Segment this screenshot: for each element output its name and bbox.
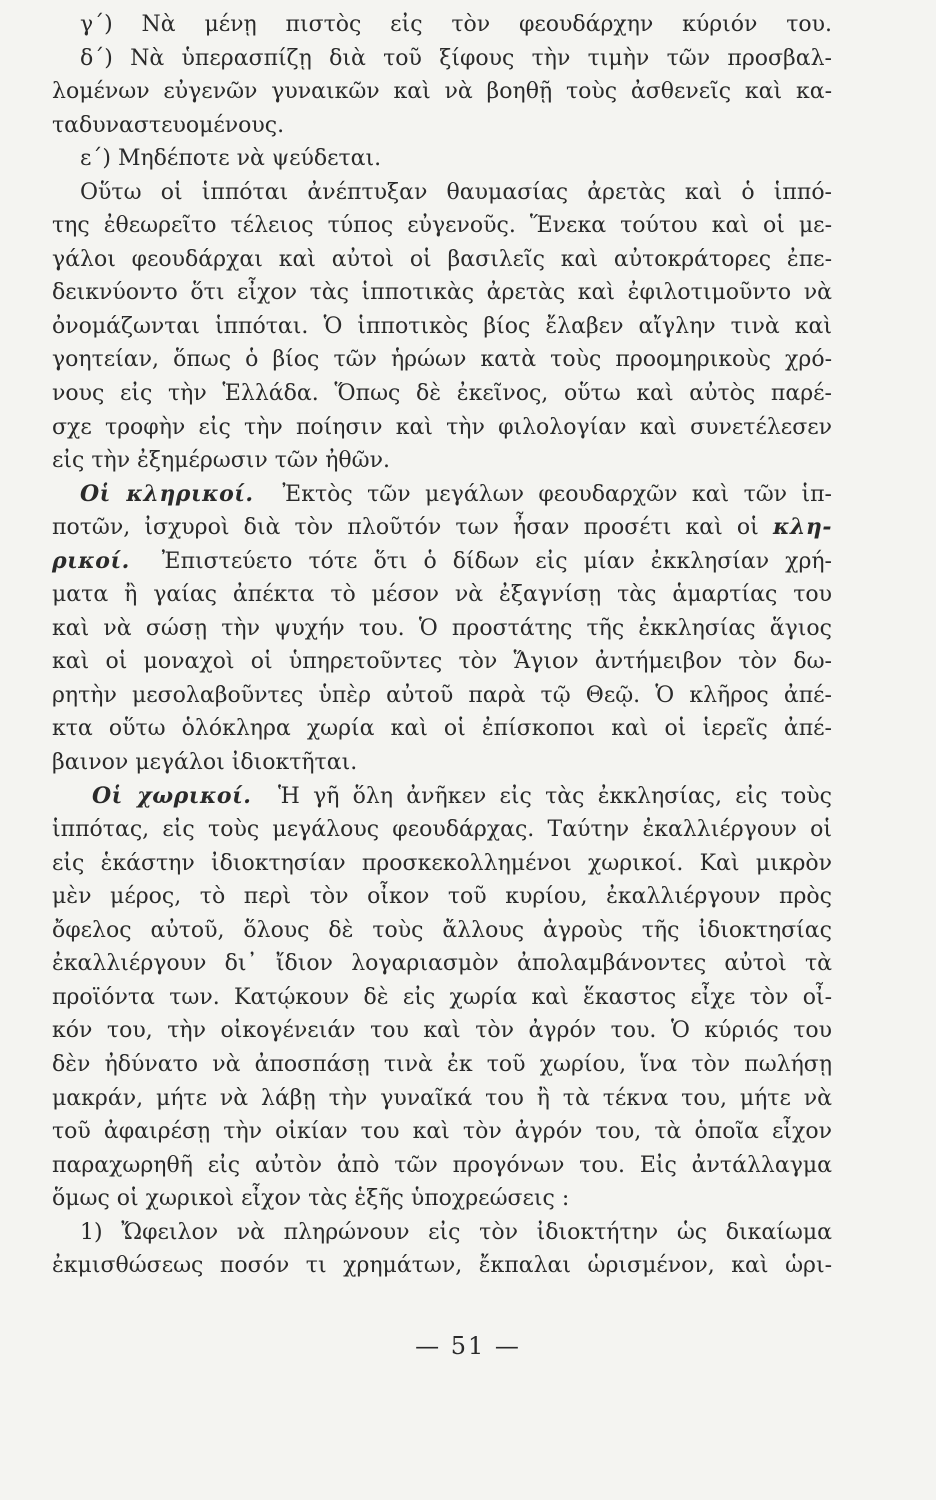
text-line: καὶ οἱ μοναχοὶ οἱ ὑπηρετοῦντες τὸν Ἅγιον ἀντήμειβον τὸν δω- [52, 649, 832, 675]
text-line: γ΄) Νὰ μένῃ πιστὸς εἰς τὸν φεουδάρχην κύριόν του. [80, 12, 832, 37]
inline-heading-clergy: ρικοί. [52, 547, 130, 574]
section-heading-clergy: Οἱ κληρικοί. [80, 480, 254, 507]
text-line: ε΄) Μηδέποτε νὰ ψεύδεται. [80, 146, 382, 172]
text-line: σχε τροφὴν εἰς τὴν ποίησιν καὶ τὴν φιλολογίαν καὶ συνετέλεσεν [52, 414, 832, 440]
text-line: δεικνύοντο ὅτι εἶχον τὰς ἱπποτικὰς ἀρετὰς καὶ ἐφιλοτιμοῦντο νὰ [52, 280, 832, 306]
text-line: καὶ νὰ σώσῃ τὴν ψυχήν του. Ὁ προστάτης τῆς ἐκκλησίας ἅγιος [52, 615, 832, 641]
text-line: ὅμως οἱ χωρικοὶ εἶχον τὰς ἑξῆς ὑποχρεώσεις : [52, 1186, 570, 1212]
text-line: δ΄) Νὰ ὑπερασπίζῃ διὰ τοῦ ξίφους τὴν τιμὴν τῶν προσβαλ- [80, 45, 832, 71]
text-line: εἰς τὴν ἐξημέρωσιν τῶν ἠθῶν. [52, 448, 390, 474]
text-line: ἐκμισθώσεως ποσόν τι χρημάτων, ἔκπαλαι ὡρισμένον, καὶ ὡρι- [52, 1253, 832, 1279]
text-line: ἐκαλλιέργουν δι᾿ ἴδιον λογαριασμὸν ἀπολαμβάνοντες αὐτοὶ τὰ [52, 951, 832, 977]
section-heading-peasants: Οἱ χωρικοί. [92, 782, 252, 809]
text-fragment: Ἡ γῆ ὅλη ἀνῆκεν εἰς τὰς ἐκκλησίας, εἰς τοὺς [277, 783, 832, 809]
text-line: μακράν, μήτε νὰ λάβῃ τὴν γυναῖκά του ἢ τὰ τέκνα του, μήτε νὰ [52, 1085, 832, 1111]
inline-heading-clergy: κλη- [772, 514, 833, 541]
text-line: νους εἰς τὴν Ἑλλάδα. Ὅπως δὲ ἐκεῖνος, οὕτω καὶ αὐτὸς παρέ- [52, 381, 832, 407]
text-line [52, 545, 832, 579]
text-fragment: Ἐπιστεύετο τότε ὅτι ὁ δίδων εἰς μίαν ἐκκλησίαν χρή- [161, 548, 832, 574]
text-fragment: Ἐκτὸς τῶν μεγάλων φεουδαρχῶν καὶ τῶν ἱπ- [282, 481, 832, 507]
text-line: εἰς ἑκάστην ἰδιοκτησίαν προσκεκολλημένοι χωρικοί. Καὶ μικρὸν [52, 850, 832, 876]
page-number: — 51 — [415, 1332, 521, 1360]
text-line: ἱππότας, εἰς τοὺς μεγάλους φεουδάρχας. Ταύτην ἐκαλλιέργουν οἱ [52, 817, 832, 843]
text-line: μὲν μέρος, τὸ περὶ τὸν οἶκον τοῦ κυρίου, ἐκαλλιέργουν πρὸς [52, 884, 832, 910]
text-line: δὲν ἠδύνατο νὰ ἀποσπάσῃ τινὰ ἐκ τοῦ χωρίου, ἵνα τὸν πωλήσῃ [52, 1051, 832, 1077]
text-line: κόν του, τὴν οἰκογένειάν του καὶ τὸν ἀγρόν του. Ὁ κύριός του [52, 1018, 832, 1044]
text-line: κτα οὕτω ὁλόκληρα χωρία καὶ οἱ ἐπίσκοποι καὶ οἱ ἱερεῖς ἀπέ- [52, 716, 832, 742]
text-line: λομένων εὐγενῶν γυναικῶν καὶ νὰ βοηθῇ τοὺς ἀσθενεῖς καὶ κα- [52, 79, 832, 105]
text-line: ὀνομάζωνται ἱππόται. Ὁ ἱπποτικὸς βίος ἔλαβεν αἴγλην τινὰ καὶ [52, 313, 832, 339]
text-line: βαινον μεγάλοι ἰδιοκτῆται. [52, 750, 358, 776]
text-line [52, 780, 832, 814]
text-line: γάλοι φεουδάρχαι καὶ αὐτοὶ οἱ βασιλεῖς καὶ αὐτοκράτορες ἐπε- [52, 246, 832, 272]
text-line: 1) Ὤφειλον νὰ πληρώνουν εἰς τὸν ἰδιοκτήτην ὡς δικαίωμα [80, 1219, 832, 1245]
text-line: ματα ἢ γαίας ἀπέκτα τὸ μέσον νὰ ἐξαγνίσῃ τὰς ἁμαρτίας του [52, 582, 832, 608]
page-text [52, 8, 832, 1283]
text-line [52, 511, 832, 545]
text-line: Οὕτω οἱ ἱππόται ἀνέπτυξαν θαυμασίας ἀρετὰς καὶ ὁ ἱππό- [80, 179, 832, 205]
text-line [52, 478, 832, 512]
text-line: γοητείαν, ὅπως ὁ βίος τῶν ἡρώων κατὰ τοὺς προομηρικοὺς χρό- [52, 347, 832, 373]
text-line: προϊόντα των. Κατῴκουν δὲ εἰς χωρία καὶ ἕκαστος εἶχε τὸν οἶ- [52, 984, 832, 1010]
text-line: ταδυναστευομένους. [52, 112, 285, 138]
text-line: παραχωρηθῆ εἰς αὐτὸν ἀπὸ τῶν προγόνων του. Εἰς ἀντάλλαγμα [52, 1152, 832, 1178]
text-line: τοῦ ἀφαιρέσῃ τὴν οἰκίαν του καὶ τὸν ἀγρόν του, τὰ ὁποῖα εἶχον [52, 1119, 832, 1145]
text-line: ρητὴν μεσολαβοῦντες ὑπὲρ αὐτοῦ παρὰ τῷ Θεῷ. Ὁ κλῆρος ἀπέ- [52, 682, 832, 708]
text-line: της ἐθεωρεῖτο τέλειος τύπος εὐγενοῦς. Ἕνεκα τούτου καὶ οἱ με- [52, 213, 832, 239]
text-line: ὄφελος αὐτοῦ, ὅλους δὲ τοὺς ἄλλους ἀγροὺς τῆς ἰδιοκτησίας [52, 917, 832, 943]
text-fragment: ποτῶν, ἰσχυροὶ διὰ τὸν πλοῦτόν των ἦσαν προσέτι καὶ οἱ [52, 515, 759, 541]
